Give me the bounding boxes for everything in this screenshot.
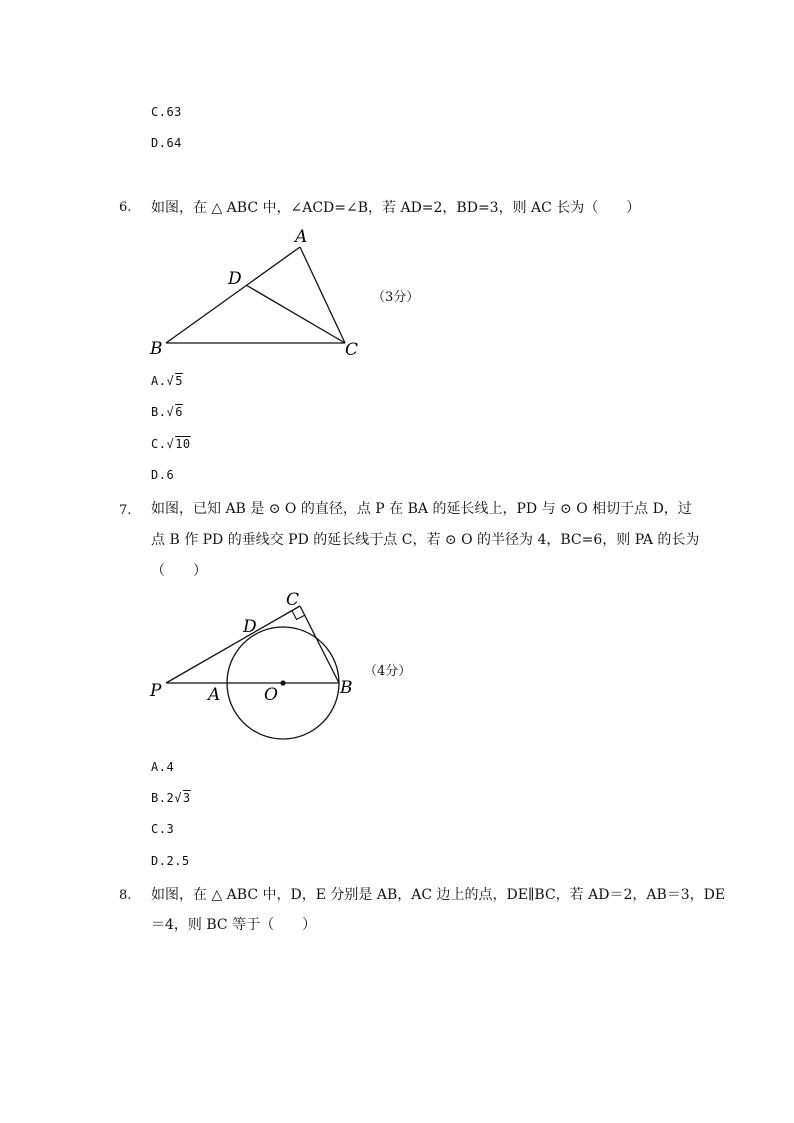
segment-cb [300,606,339,683]
segment-pc [166,606,300,683]
question-7-stem-line-1: 如图，已知 AB 是 ⊙ O 的直径，点 P 在 BA 的延长线上，PD 与 ⊙ O 相切于点 D，过 [151,501,692,517]
option-c-prev: C.63 [151,105,182,119]
question-6-option-c: C.√10 [151,437,191,451]
label-c: C [286,590,300,610]
label-d: D [243,617,257,637]
label-c: C [345,340,359,360]
label-b: B [340,678,353,698]
question-8-number: 8. [119,888,132,903]
segment-ba [166,247,300,343]
question-6-score: （3分） [372,290,420,305]
question-7-stem-line-3: （ ） [151,563,207,579]
question-7-stem-line-2: 点 B 作 PD 的垂线交 PD 的延长线于点 C，若 ⊙ O 的半径为 4，BC=6，则 PA 的长为 [151,532,700,548]
label-a: A [208,685,221,705]
question-6-option-d: D.6 [151,468,175,482]
question-7-option-b: B.2√3 [151,791,191,805]
question-6-stem: 如图，在 △ ABC 中，∠ACD=∠B，若 AD=2，BD=3，则 AC 长为（ ） [151,200,641,216]
label-p: P [150,681,162,701]
question-7-option-d: D.2.5 [151,854,190,868]
segment-ac [300,247,345,343]
question-7-score: （4分） [364,664,412,679]
question-7-option-a: A.4 [151,760,175,774]
question-7-option-c: C.3 [151,822,175,836]
question-6-option-a: A.√5 [151,374,183,388]
question-6-number: 6. [119,200,132,215]
center-point-o [280,680,285,685]
question-7-figure [140,588,365,748]
question-6-option-b: B.√6 [151,405,183,419]
label-o: O [264,685,278,705]
segment-dc [246,285,345,343]
question-8-stem-line-1: 如图，在 △ ABC 中，D，E 分别是 AB，AC 边上的点，DE∥BC，若 AD＝2，AB＝3，DE [151,887,726,903]
label-d: D [228,269,242,289]
question-8-stem-line-2: ＝4，则 BC 等于（ ） [151,917,317,933]
question-7-number: 7. [119,503,132,518]
option-d-prev: D.64 [151,136,182,150]
label-a: A [295,227,308,247]
label-b: B [150,339,163,359]
question-6-figure [140,222,380,362]
